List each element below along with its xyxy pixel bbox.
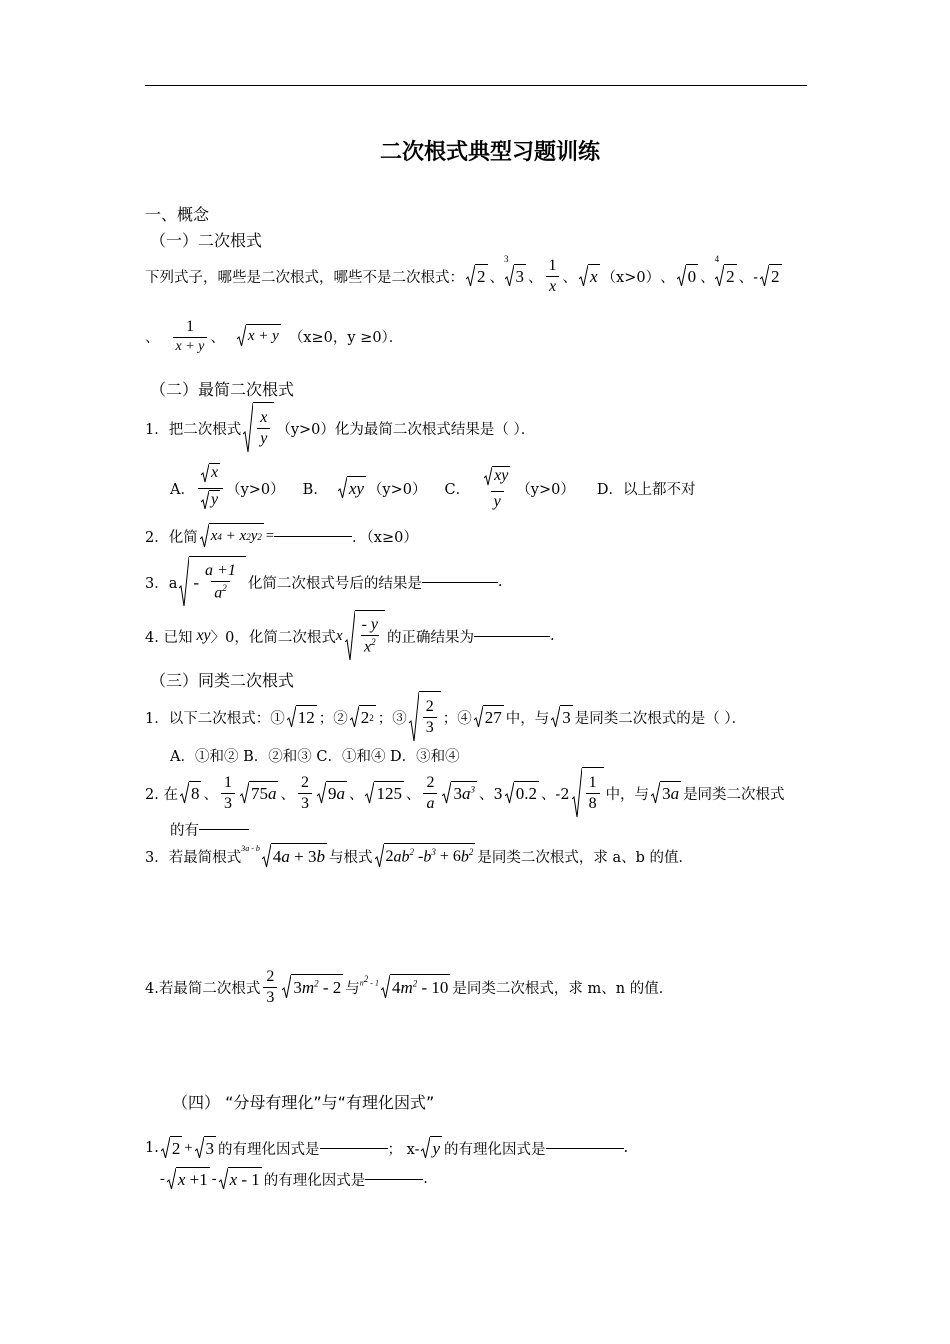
- similar-q2-cont-text: 的有: [170, 822, 199, 839]
- sqrt-x: x: [579, 264, 600, 288]
- q2-suffix: ．（x≥0）: [352, 529, 418, 546]
- section-heading-concept: 一、概念: [145, 205, 210, 224]
- similar-q2-cont: [170, 818, 249, 840]
- frac-1-over-x-plus-y: $\frac{1}{x + y}$: [173, 318, 208, 355]
- option-c-cond: （y>0）: [516, 481, 575, 498]
- frac-2-3: $\frac{2}{3}$: [298, 774, 312, 813]
- sqrt-0-2: 0.2: [505, 781, 539, 805]
- subsection-heading-similar: （三）同类二次根式: [150, 671, 295, 690]
- similar-q1-suffix: 中，与: [505, 710, 550, 727]
- sqrt-9a: 9 a: [317, 781, 347, 805]
- similar-q3-mid: 与根式: [329, 849, 373, 866]
- option-c-expr: $\frac{xy}{y}$: [481, 466, 513, 511]
- sqrt-2: 2: [466, 264, 488, 288]
- sqrt-x-over-y: $\frac{x}{y}$: [243, 402, 274, 454]
- rationalize-q1-prefix: 1.: [145, 1140, 159, 1156]
- answer-blank[interactable]: [365, 1179, 423, 1180]
- page-title: 二次根式典型习题训练: [379, 140, 600, 165]
- simplest-q3: 3．a - $\frac{a +1}{a^2}$ 化简二次根式号后的结果是 .: [145, 556, 502, 608]
- radicals-intro: 下列式子，哪些是二次根式，哪些不是二次根式：: [145, 269, 464, 286]
- sqrt-2-b: 2: [161, 1136, 183, 1160]
- similar-q1-options: A．①和② B．②和③ C．①和④ D．③和④: [170, 748, 460, 765]
- simplest-q4: 4. 已知 xy 〉 0，化简二次根式 x $\frac{- y}{x^2}$ 的正确结果为 .: [145, 610, 555, 662]
- q2-prefix: 2．化简: [145, 529, 198, 546]
- similar-q2: 2. 在 8 、 $\frac{1}{3}$ 75 a 、 $\frac{2}{3}$ 9 a 、 125 、 $\frac{2}{a}$ 3 $a^3$ 、3 0.2 、-2 $\frac{1}{8}$ 中，与 3 a 是同类二次根式: [145, 766, 785, 820]
- cond-x-y-nonneg: （x≥0，y ≥0）．: [288, 329, 404, 346]
- similar-q1-end: 是同类二次根式的是（ ）．: [574, 710, 747, 727]
- radicals-question-line2: 、 $\frac{1}{x + y}$ 、 x + y （x≥0，y ≥0）．: [145, 317, 404, 354]
- q3-prefix: 3．a: [145, 575, 178, 592]
- sqrt-27: 27: [474, 705, 504, 729]
- sqrt-3a: 3 a: [651, 781, 681, 805]
- option-a-expr: $\frac{x}{y}$: [198, 463, 223, 514]
- simplest-q2: 2．化简 x 4 + x 2 y 2 = ．（x≥0）: [145, 522, 418, 550]
- sqrt-3: 3: [551, 705, 573, 729]
- simplest-q1: [145, 402, 535, 454]
- sqrt-x-minus-1: x - 1: [219, 1167, 262, 1191]
- rationalize-q1-line2-end: 的有理化因式是: [263, 1172, 366, 1189]
- frac-2-3-b: $\frac{2}{3}$: [263, 968, 277, 1007]
- option-a-cond: （y>0）: [226, 481, 285, 498]
- sqrt-2-squared: 2 2: [350, 705, 376, 729]
- q1-prefix: 1．把二次根式: [145, 421, 242, 438]
- sqrt-8: 8: [180, 781, 202, 805]
- option-b-cond: （y>0）: [367, 481, 427, 498]
- option-c-label: C．: [444, 481, 471, 498]
- sqrt-3-b: 3: [195, 1136, 217, 1160]
- sqrt-y: y: [421, 1136, 442, 1160]
- similar-q1: 1．以下二次根式：① 12 ；② 2 2 ；③ $\frac{2}{3}$ ；④ 27 中，与 3 是同类二次根式的是（ ）．: [145, 690, 746, 744]
- cond-x-positive: （x>0）: [601, 269, 661, 286]
- q3-suffix: 化简二次根式号后的结果是: [247, 575, 422, 592]
- sqrt-x-plus-y: x + y: [237, 324, 281, 348]
- cbrt-3: 3: [505, 264, 527, 288]
- q4-mid: 0，化简二次根式: [225, 629, 336, 646]
- rationalize-q1: 1. 2 + 3 的有理化因式是 ； x- y 的有理化因式是 .: [145, 1134, 628, 1162]
- frac-1-3: $\frac{1}{3}$: [221, 774, 235, 813]
- root-4m2-10: 4 $m^2$ - 10: [381, 974, 450, 1000]
- rationalize-q1-mid: 的有理化因式是: [218, 1141, 320, 1158]
- frac-2-a: $\frac{2}{a}$: [423, 774, 437, 813]
- option-a-label: A．: [170, 481, 195, 498]
- option-b-expr: xy: [338, 476, 366, 500]
- frac-1-over-x: $\frac{1}{x}$: [546, 257, 560, 296]
- sqrt-12: 12: [287, 705, 317, 729]
- sqrt-3a3: 3 $a^3$: [442, 781, 477, 805]
- similar-q3: 3．若最简根式 3a - b 4 a + 3 b 与根式 2 $ab^2$ - $b^3$ + 6 $b^2$ 是同类二次根式，求 a、b 的值．: [145, 840, 693, 872]
- sqrt-2ab2-b3-6b2: 2 $ab^2$ - $b^3$ + 6 $b^2$: [375, 843, 476, 869]
- sqrt-x4-x2y2: x 4 + x 2 y 2: [200, 523, 264, 549]
- option-b-label: B．: [302, 481, 328, 498]
- similar-q2-mid: 中，与: [605, 786, 650, 803]
- header-rule: [145, 85, 807, 86]
- sqrt-3m2-2: 3 $m^2$ - 2: [282, 974, 343, 1000]
- simplest-q1-options: [170, 460, 696, 516]
- sqrt-neg-y-over-x2: $\frac{- y}{x^2}$: [345, 610, 385, 662]
- answer-blank[interactable]: [320, 1148, 388, 1149]
- similar-q4: 4.若最简二次根式 $\frac{2}{3}$ 3 $m^2$ - 2 与 $n^2 - 1$ 4 $m^2$ - 10 是同类二次根式，求 m、n 的值．: [145, 967, 674, 1006]
- similar-q3-end: 是同类二次根式，求 a、b 的值．: [477, 849, 694, 866]
- answer-blank[interactable]: [546, 1148, 624, 1149]
- rationalize-q1-line2: - x +1 - x - 1 的有理化因式是 .: [160, 1165, 428, 1193]
- similar-q4-prefix: 4.若最简二次根式: [145, 980, 261, 997]
- subsection-heading-simplest: （二）最简二次根式: [150, 380, 295, 399]
- answer-blank[interactable]: [274, 536, 352, 537]
- similar-q3-prefix: 3．若最简根式: [145, 849, 242, 866]
- neg-sqrt-2: 2: [760, 264, 782, 288]
- sqrt-1-over-8: $\frac{1}{8}$: [572, 767, 604, 819]
- answer-blank[interactable]: [474, 636, 550, 637]
- rationalize-q1-mid2: ； x-: [387, 1141, 420, 1158]
- similar-q2-end: 是同类二次根式: [683, 786, 785, 803]
- answer-blank[interactable]: [422, 582, 498, 583]
- similar-q2-prefix: 2. 在: [145, 786, 178, 803]
- similar-q4-mid: 与: [345, 980, 360, 997]
- similar-q1-prefix: 1．以下二次根式：①: [145, 710, 285, 727]
- subsection-heading-rationalize: （四） “分母有理化”与“有理化因式”: [172, 1093, 435, 1112]
- sqrt-x-plus-1: x +1: [167, 1167, 210, 1191]
- similar-q4-end: 是同类二次根式，求 m、n 的值．: [452, 980, 674, 997]
- sqrt-75a: 75 a: [240, 781, 279, 805]
- q1-suffix: （y>0）化为最简二次根式结果是（ ）．: [276, 421, 536, 438]
- subsection-heading-radicals: （一）二次根式: [150, 231, 263, 250]
- q4-suffix: 的正确结果为: [387, 629, 474, 646]
- sqrt-neg-frac: - $\frac{a +1}{a^2}$: [179, 556, 245, 608]
- root-4a-3b: 4 a + 3 b: [262, 843, 327, 869]
- option-d: D．以上都不对: [596, 481, 696, 498]
- sqrt-125: 125: [365, 781, 404, 805]
- rationalize-q1-end: 的有理化因式是: [444, 1141, 546, 1158]
- sqrt-2-over-3: $\frac{2}{3}$: [409, 691, 441, 743]
- answer-blank[interactable]: [199, 829, 249, 830]
- sqrt-0: 0: [677, 264, 699, 288]
- radicals-question-line1: 下列式子，哪些是二次根式，哪些不是二次根式： 2 、 3 3 、 $\frac{1}{x}$ 、 x （x>0） 、 0 、 4 2 、- 2: [145, 254, 780, 295]
- q4-prefix: 4. 已知: [145, 629, 193, 646]
- fourth-root-2: 2: [715, 264, 737, 288]
